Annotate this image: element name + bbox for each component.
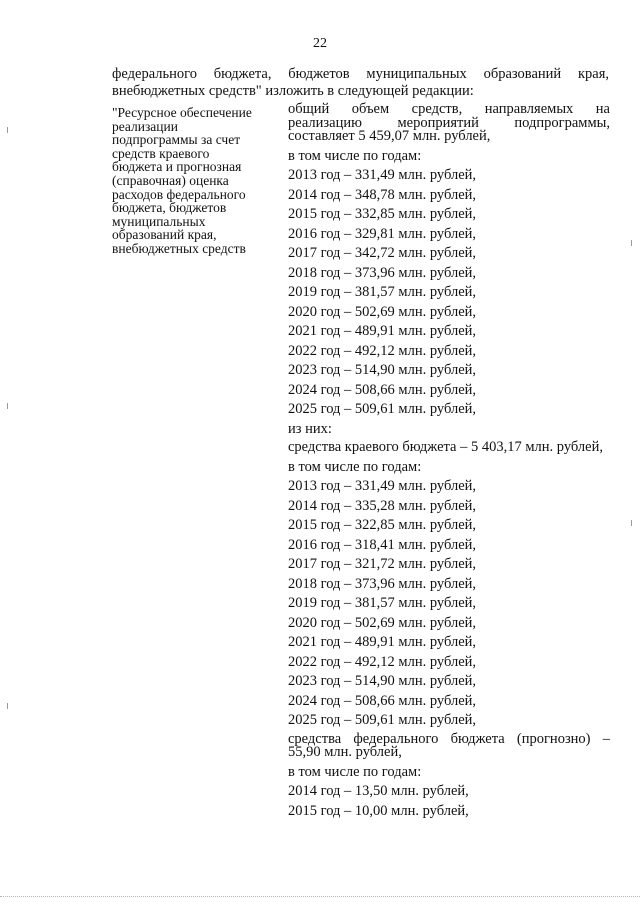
funding-line: 2013 год – 331,49 млн. рублей, <box>288 167 477 183</box>
intro-line: внебюджетных средств" изложить в следующей редакции: <box>112 83 474 99</box>
label-line: внебюджетных средств <box>112 240 246 256</box>
funding-line: из них: <box>288 420 332 437</box>
scan-mark <box>631 240 632 246</box>
funding-line: 2024 год – 508,66 млн. рублей, <box>288 381 477 398</box>
funding-line: 2023 год – 514,90 млн. рублей, <box>288 673 477 689</box>
funding-line: 2021 год – 489,91 млн. рублей, <box>288 323 477 339</box>
label-line: образований края, <box>112 227 217 243</box>
funding-line: 2025 год – 509,61 млн. рублей, <box>288 712 477 728</box>
label-line: муниципальных <box>112 213 206 229</box>
funding-line: 2023 год – 514,90 млн. рублей, <box>288 362 477 378</box>
funding-line: 2017 год – 321,72 млн. рублей, <box>288 556 477 572</box>
funding-line: 2021 год – 489,91 млн. рублей, <box>288 634 477 650</box>
funding-line: 2016 год – 329,81 млн. рублей, <box>288 225 477 242</box>
funding-line: 2013 год – 331,49 млн. рублей, <box>288 478 477 494</box>
funding-line: 2015 год – 10,00 млн. рублей, <box>288 802 469 819</box>
label-line: бюджета и прогнозная <box>112 159 242 175</box>
resource-values-cell <box>288 103 610 823</box>
funding-line: 2018 год – 373,96 млн. рублей, <box>288 575 477 592</box>
scan-bottom-edge <box>0 896 640 897</box>
label-line: (справочная) оценка <box>112 172 229 188</box>
funding-paragraph: средства краевого бюджета – 5 403,17 млн. рублей, <box>288 439 603 455</box>
page-number: 22 <box>313 36 327 51</box>
scan-mark <box>7 403 8 409</box>
label-line: подпрограммы за счет <box>112 132 241 148</box>
scan-mark <box>7 127 8 133</box>
intro-line: федерального бюджета, бюджетов муниципальных образований края, <box>112 66 609 82</box>
funding-line: 2022 год – 492,12 млн. рублей, <box>288 653 477 670</box>
label-line: "Ресурсное обеспечение <box>112 105 252 120</box>
funding-paragraph: средства федерального бюджета (прогнозно) – 55,90 млн. рублей, <box>288 730 610 760</box>
funding-paragraph: общий объем средств, направляемых на реализацию мероприятий подпрограммы, составляет 5 459,07 млн. рублей, <box>288 101 610 144</box>
label-line: расходов федерального <box>112 186 246 202</box>
funding-line: 2020 год – 502,69 млн. рублей, <box>288 303 477 320</box>
funding-line: 2019 год – 381,57 млн. рублей, <box>288 595 477 611</box>
funding-line: 2022 год – 492,12 млн. рублей, <box>288 342 477 359</box>
funding-line: 2017 год – 342,72 млн. рублей, <box>288 245 477 261</box>
funding-line: 2015 год – 332,85 млн. рублей, <box>288 206 477 222</box>
funding-line: 2024 год – 508,66 млн. рублей, <box>288 692 477 709</box>
label-line: средств краевого <box>112 145 210 161</box>
funding-line: 2014 год – 335,28 млн. рублей, <box>288 497 477 514</box>
funding-line: в том числе по годам: <box>288 147 422 164</box>
scan-mark <box>7 703 8 709</box>
scan-mark <box>631 520 632 526</box>
funding-line: 2014 год – 348,78 млн. рублей, <box>288 186 477 203</box>
funding-line: 2020 год – 502,69 млн. рублей, <box>288 614 477 631</box>
funding-line: 2014 год – 13,50 млн. рублей, <box>288 783 469 799</box>
funding-line: 2025 год – 509,61 млн. рублей, <box>288 401 477 417</box>
funding-line: в том числе по годам: <box>288 458 422 475</box>
label-line: бюджета, бюджетов <box>112 200 227 216</box>
resource-label-cell <box>112 106 272 256</box>
funding-line: 2019 год – 381,57 млн. рублей, <box>288 284 477 300</box>
funding-line: в том числе по годам: <box>288 763 422 780</box>
funding-line: 2016 год – 318,41 млн. рублей, <box>288 536 477 553</box>
funding-line: 2018 год – 373,96 млн. рублей, <box>288 264 477 281</box>
label-line: реализации <box>112 118 178 134</box>
intro-paragraph <box>112 66 609 100</box>
funding-line: 2015 год – 322,85 млн. рублей, <box>288 517 477 533</box>
